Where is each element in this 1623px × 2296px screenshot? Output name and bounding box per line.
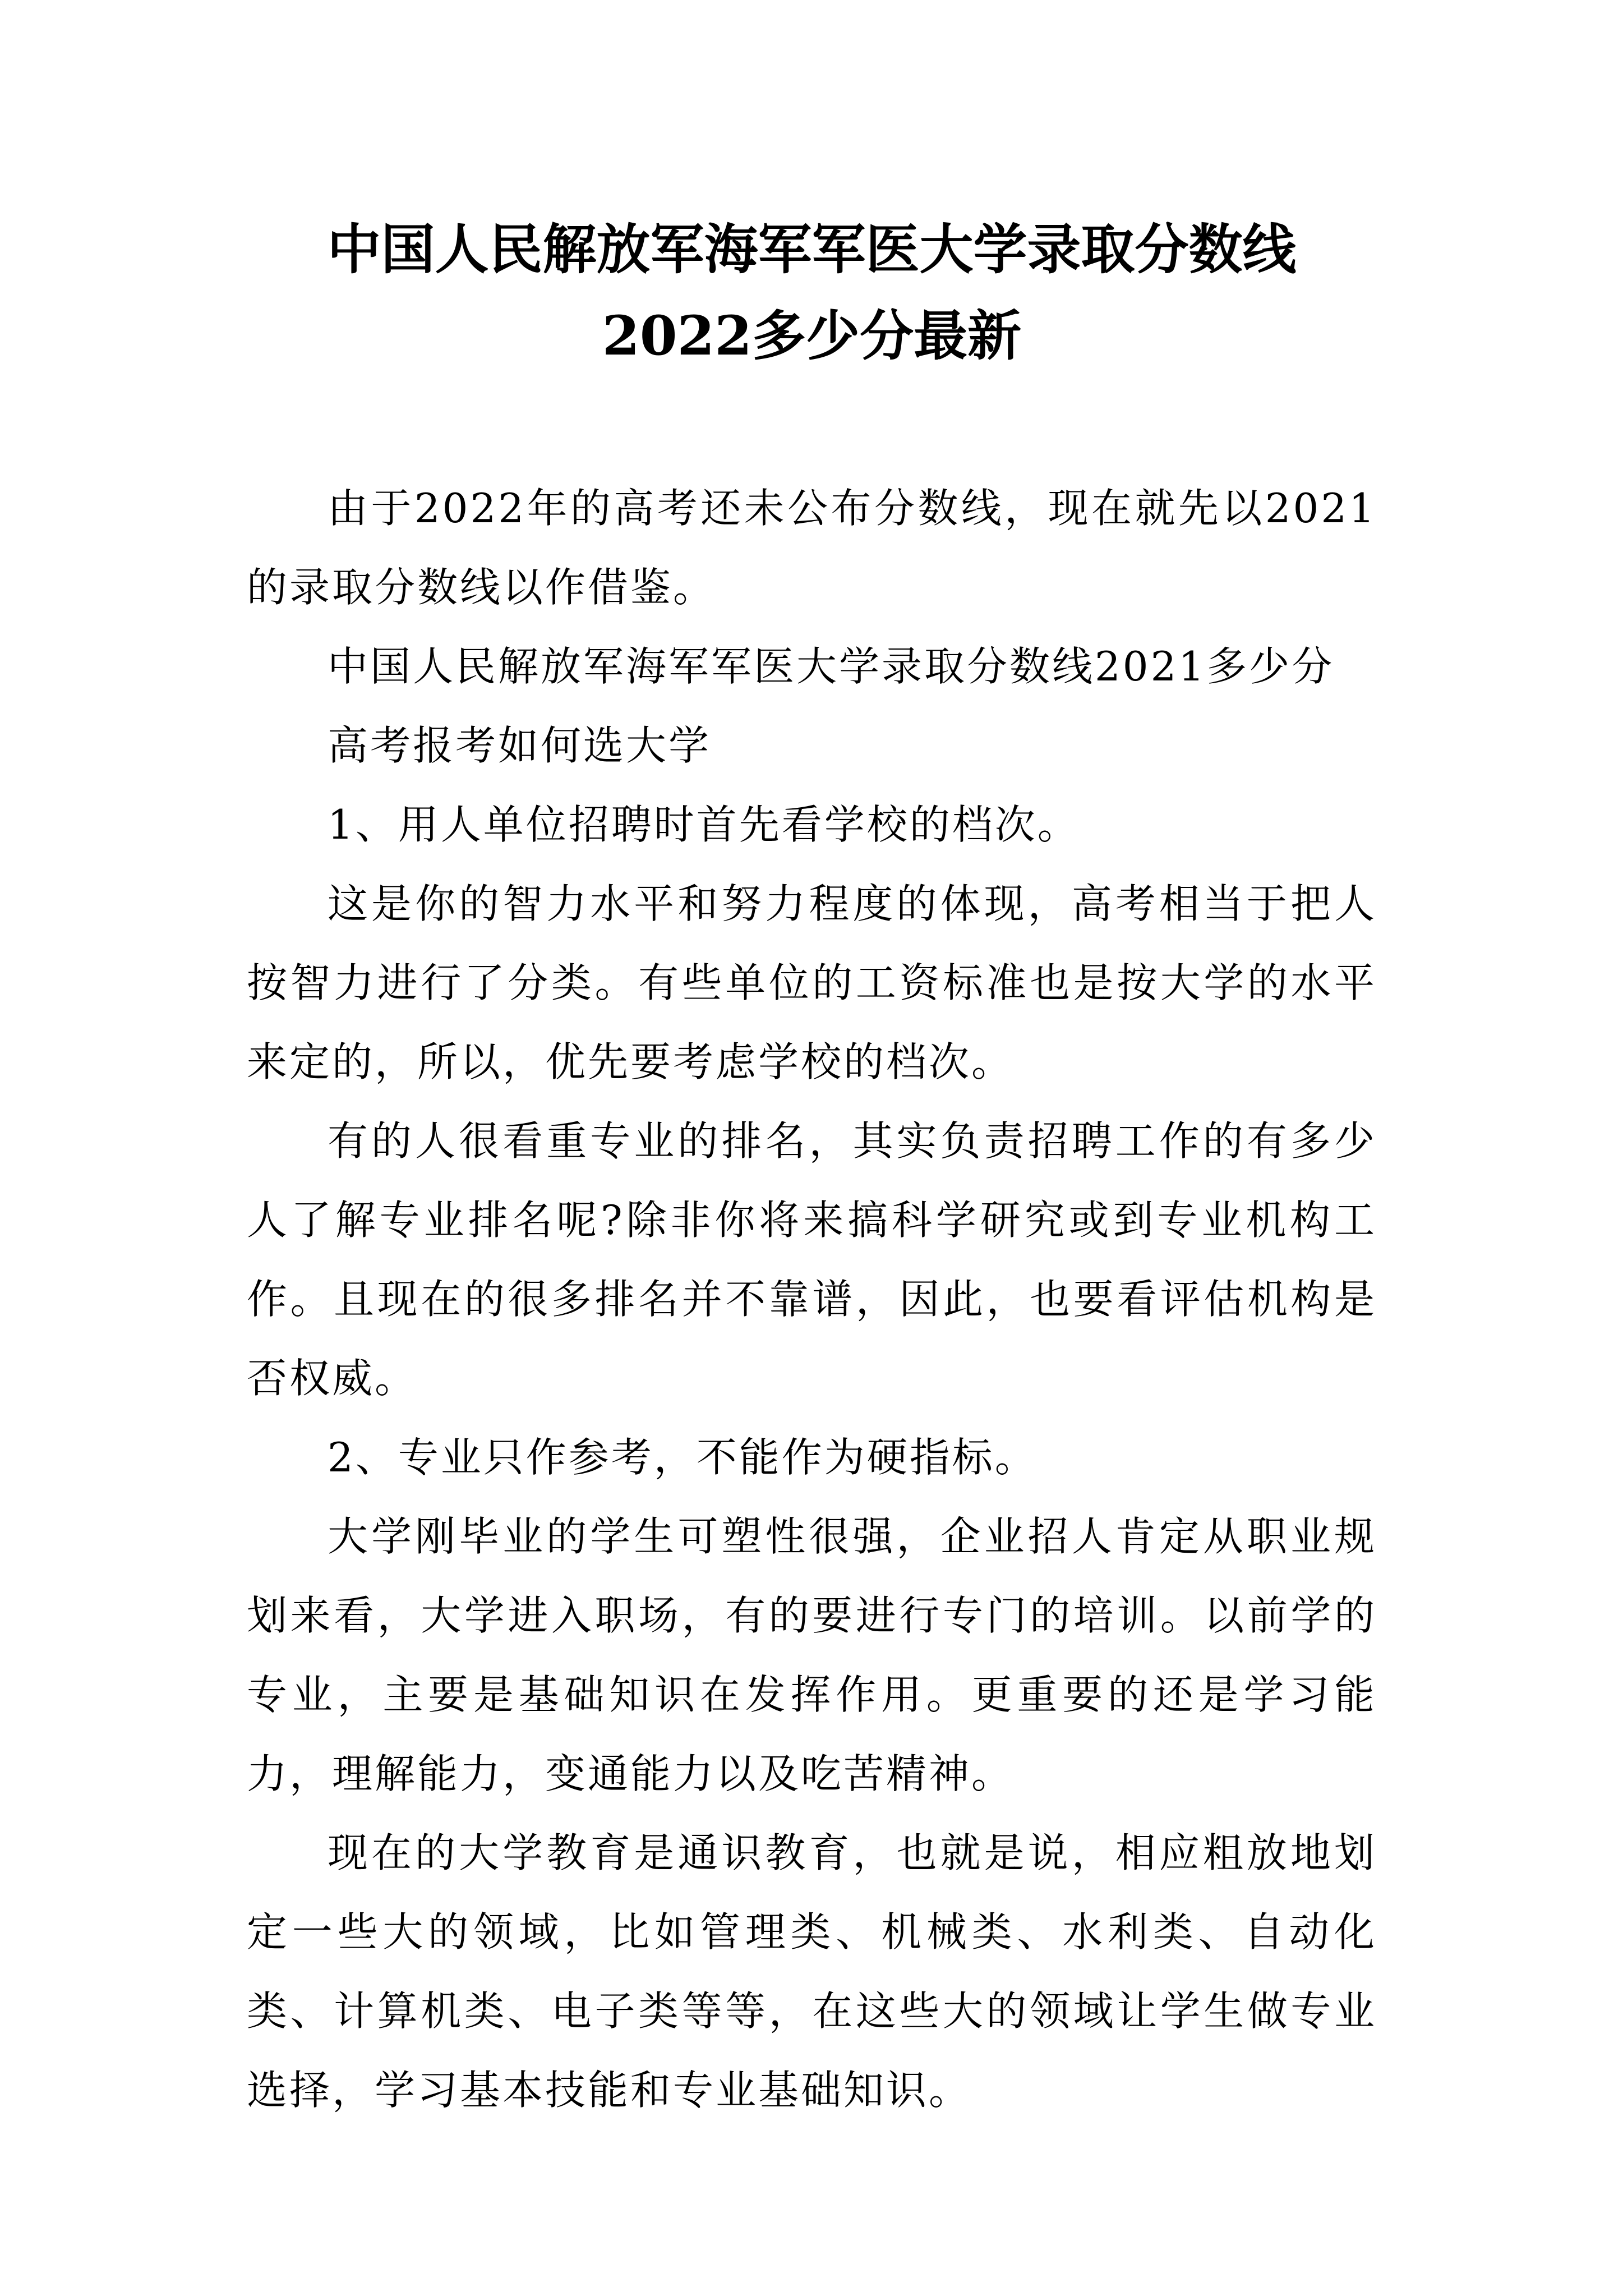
paragraph-point-1: 1、用人单位招聘时首先看学校的档次。: [328, 801, 1080, 848]
paragraph-section-heading: 高考报考如何选大学: [328, 722, 712, 769]
title-line-1: 中国人民解放军海军军医大学录取分数线: [327, 218, 1297, 281]
paragraph-score-heading: 中国人民解放军海军军医大学录取分数线2021多少分: [328, 643, 1335, 690]
paragraph-point-2: 2、专业只作参考，不能作为硬指标。: [328, 1434, 1038, 1481]
paragraph-school-level: 这是你的智力水平和努力程度的体现，高考相当于把人按智力进行了分类。有些单位的工资标准也是按大学的水平来定的，所以，优先要考虑学校的档次。: [247, 880, 1377, 1085]
document-body: [247, 469, 1377, 2130]
paragraph-graduates: 大学刚毕业的学生可塑性很强，企业招人肯定从职业规划来看，大学进入职场，有的要进行专门的培训。以前学的专业，主要是基础知识在发挥作用。更重要的还是学习能力，理解能力，变通能力以及吃苦精神。: [247, 1513, 1377, 1797]
title-line-2: 2022多少分最新: [602, 304, 1022, 367]
paragraph-intro: 由于2022年的高考还未公布分数线，现在就先以2021的录取分数线以作借鉴。: [247, 485, 1377, 611]
paragraph-ranking: 有的人很看重专业的排名，其实负责招聘工作的有多少人了解专业排名呢?除非你将来搞科学研究或到专业机构工作。且现在的很多排名并不靠谱，因此，也要看评估机构是否权威。: [247, 1117, 1377, 1402]
document-title: [247, 206, 1377, 379]
paragraph-general-education: 现在的大学教育是通识教育，也就是说，相应粗放地划定一些大的领域，比如管理类、机械类、水利类、自动化类、计算机类、电子类等等，在这些大的领域让学生做专业选择，学习基本技能和专业基础知识。: [247, 1829, 1377, 2114]
